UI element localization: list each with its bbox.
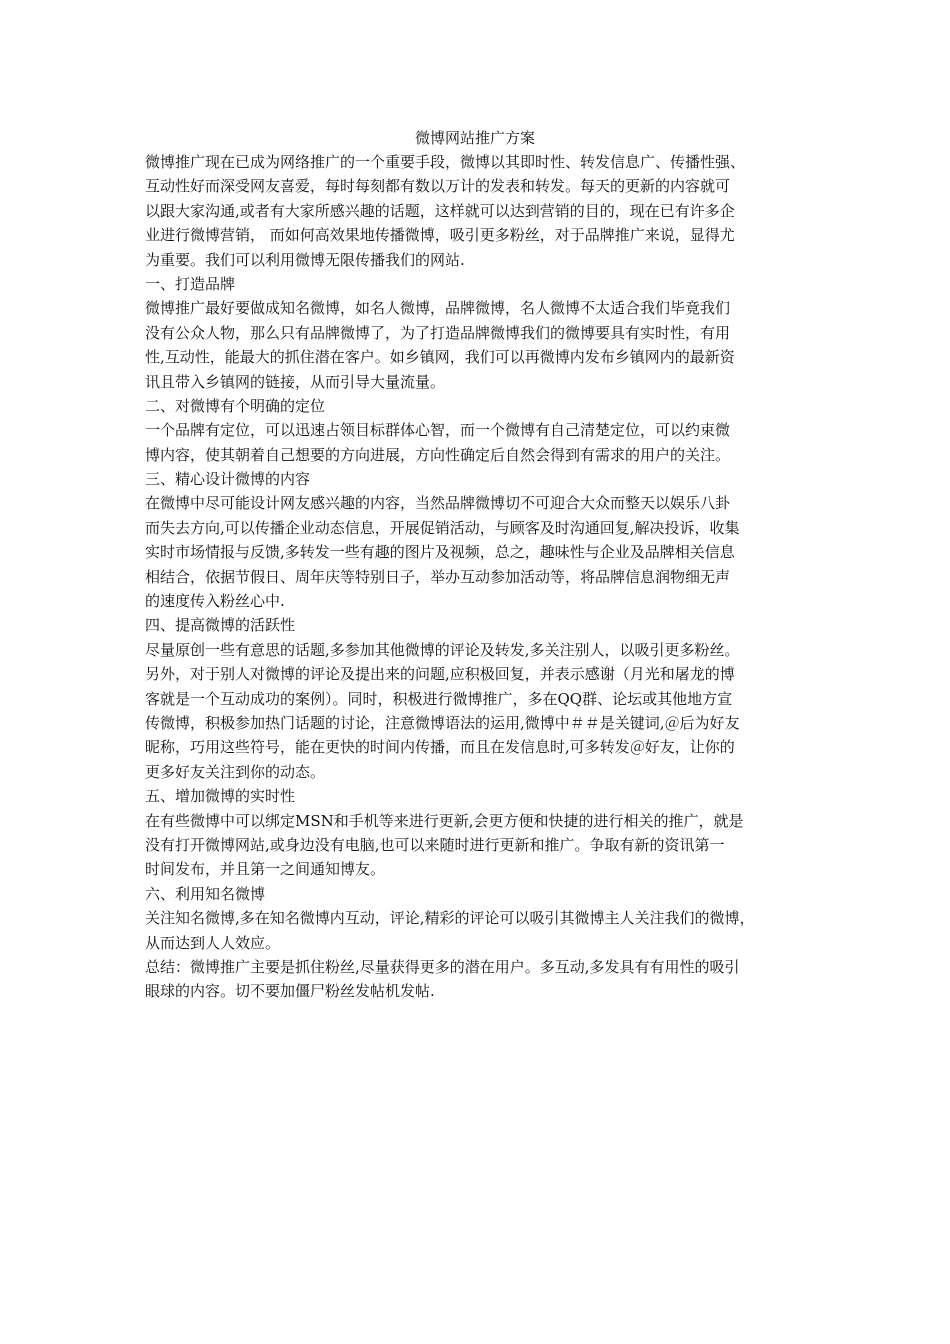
text-line: 更多好友关注到你的动态。: [145, 762, 326, 781]
text-line: 尽量原创一些有意思的话题,多参加其他微博的评论及转发,多关注别人，以吸引更多粉丝。: [145, 640, 740, 659]
text-line: 从而达到人人效应。: [145, 933, 281, 952]
text-line: 昵称，巧用这些符号，能在更快的时间内传播，而且在发信息时,可多转发＠好友，让你的: [145, 738, 735, 757]
text-line: 关注知名微博,多在知名微博内互动，评论,精彩的评论可以吸引其微博主人关注我们的微博，: [145, 909, 755, 928]
text-line: 的速度传入粉丝心中.: [145, 592, 285, 611]
summary-line: 总结：微博推广主要是抓住粉丝,尽量获得更多的潜在用户。多互动,多发具有有用性的吸引: [145, 957, 740, 976]
text-line: 以跟大家沟通,或者有大家所感兴趣的话题，这样就可以达到营销的目的，现在已有许多企: [145, 201, 735, 220]
text-line: 性,互动性，能最大的抓住潜在客户。如乡镇网，我们可以再微博内发布乡镇网内的最新资: [145, 348, 735, 367]
document-body: [145, 150, 825, 1004]
text-line: 传微博，积极参加热门话题的讨论，注意微博语法的运用,微博中＃＃是关键词,＠后为好友: [145, 713, 740, 732]
text-line: 博内容，使其朝着自己想要的方向进展，方向性确定后自然会得到有需求的用户的关注。: [145, 445, 731, 464]
text-line: 另外，对于别人对微博的评论及提出来的问题,应积极回复，并表示感谢（月光和屠龙的博: [145, 665, 735, 684]
section-heading: 一、打造品牌: [145, 274, 236, 293]
text-line: 没有公众人物，那么只有品牌微博了，为了打造品牌微博我们的微博要具有实时性，有用: [145, 323, 731, 342]
text-line: 而失去方向,可以传播企业动态信息，开展促销活动，与顾客及时沟通回复,解决投诉，收集: [145, 518, 740, 537]
text-line: 实时市场情报与反馈,多转发一些有趣的图片及视频，总之，趣味性与企业及品牌相关信息: [145, 543, 735, 562]
text-line: 讯且带入乡镇网的链接，从而引导大量流量。: [145, 372, 446, 391]
text-line: 为重要。我们可以利用微博无限传播我们的网站.: [145, 250, 465, 269]
text-line: 相结合，依据节假日、周年庆等特别日子，举办互动参加活动等，将品牌信息润物细无声: [145, 567, 731, 586]
text-line: 时间发布，并且第一之间通知博友。: [145, 860, 386, 879]
section-heading: 四、提高微博的活跃性: [145, 616, 296, 635]
section-heading: 五、增加微博的实时性: [145, 787, 296, 806]
section-heading: 六、利用知名微博: [145, 884, 266, 903]
summary-line: 眼球的内容。切不要加僵尸粉丝发帖机发帖.: [145, 982, 435, 1001]
text-line: 业进行微博营销， 而如何高效果地传播微博，吸引更多粉丝，对于品牌推广来说，显得尤: [145, 226, 735, 245]
text-line: 互动性好而深受网友喜爱，每时每刻都有数以万计的发表和转发。每天的更新的内容就可: [145, 177, 731, 196]
text-line: 在微博中尽可能设计网友感兴趣的内容，当然品牌微博切不可迎合大众而整天以娱乐八卦: [145, 494, 731, 513]
text-line: 微博推广现在已成为网络推广的一个重要手段，微博以其即时性、转发信息广、传播性强、: [145, 153, 746, 171]
section-heading: 三、精心设计微博的内容: [145, 470, 311, 489]
section-heading: 二、对微博有个明确的定位: [145, 396, 326, 415]
text-line: 一个品牌有定位，可以迅速占领目标群体心智，而一个微博有自己清楚定位，可以约束微: [145, 421, 731, 440]
document-title: 微博网站推广方案: [414, 129, 535, 147]
text-line: 微博推广最好要做成知名微博，如名人微博，品牌微博，名人微博不太适合我们毕竟我们: [145, 299, 731, 318]
text-line: 在有些微博中可以绑定MSN和手机等来进行更新,会更方便和快捷的进行相关的推广，就是: [145, 811, 744, 830]
text-line: 没有打开微博网站,或身边没有电脑,也可以来随时进行更新和推广。争取有新的资讯第一: [145, 835, 725, 854]
text-line: 客就是一个互动成功的案例）。同时，积极进行微博推广，多在QQ群、论坛或其他地方宣: [145, 689, 733, 708]
